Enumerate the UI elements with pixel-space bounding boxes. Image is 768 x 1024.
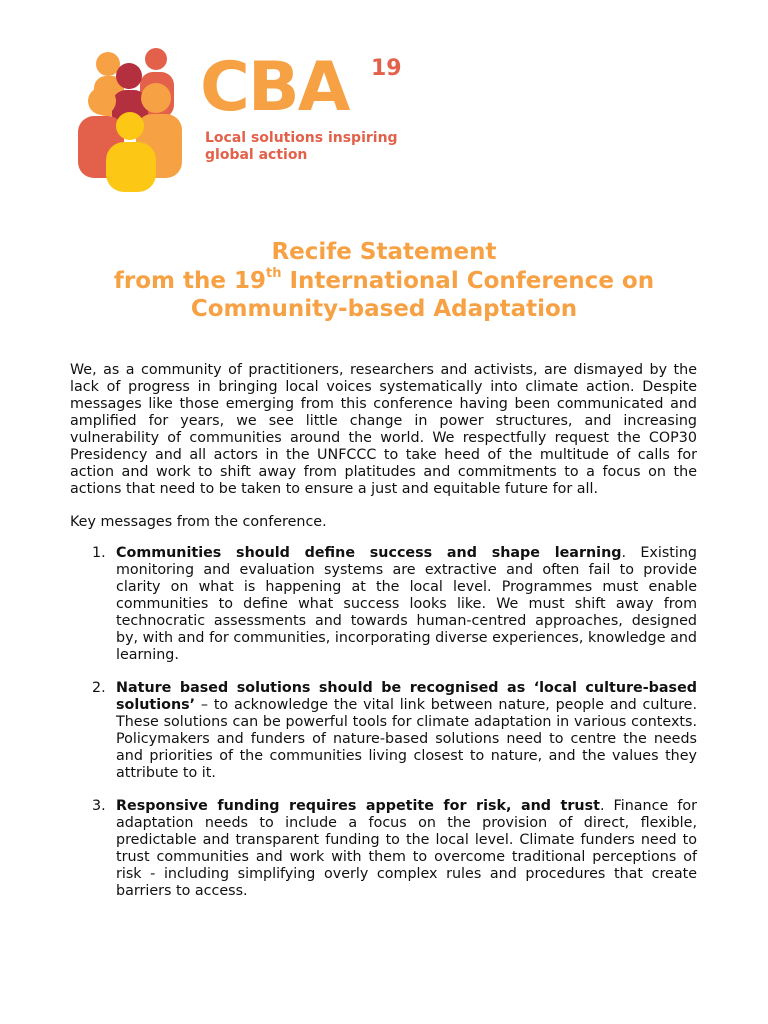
logo-edition-number: 19 [371,56,402,81]
logo-tagline [205,130,398,164]
logo-tagline-line1: Local solutions inspiring [205,130,398,146]
list-item-heading: Communities should define success and shape learning [116,545,622,561]
cba19-logo [74,46,404,196]
list-item-text: – to acknowledge the vital link between nature, people and culture. These solutions can be powerful tools for climate adaptation in various contexts. Policymakers and funders of nature-based solutions need to centre the needs and priorities of the communities living closest to nature, and the values they attribute to it. [116,697,697,781]
list-item-number: 1. [92,545,106,561]
list-item-heading: Responsive funding requires appetite for risk, and trust [116,798,600,814]
list-item-text: . Finance for adaptation needs to include a focus on the provision of direct, flexible, predictable and transparent funding to the local level. Climate funders need to trust communities and work with them to overcome traditional perceptions of risk - including simplifying overly complex rules and procedures that create barriers to access. [116,798,697,899]
list-item [70,545,697,664]
document-title [0,238,768,324]
key-messages-label: Key messages from the conference. [70,514,327,530]
list-item-number: 2. [92,680,106,696]
title-line2-pre: from the 19 [113,267,266,294]
list-item-number: 3. [92,798,106,814]
title-line2-sup: th [265,265,282,281]
key-messages-list [70,545,697,900]
list-item [70,680,697,782]
list-item-text: . Existing monitoring and evaluation systems are extractive and often fail to provide clarity on what is happening at the local level. Programmes must enable communities to define what success looks like. We must shift away from technocratic assessments and towards human-centred approaches, designed by, with and for communities, incorporating diverse experiences, knowledge and learning. [116,545,697,663]
list-item-heading: Nature based solutions should be recognised as ‘local culture-based solutions’ [116,680,697,713]
title-line2-post: International Conference on [281,267,655,294]
title-line3: Community-based Adaptation [190,296,578,322]
logo-wordmark: CBA [200,48,349,127]
document-body [70,362,697,916]
list-item [70,798,697,900]
intro-paragraph: We, as a community of practitioners, researchers and activists, are dismayed by the lack of progress in bringing local voices systematically into climate action. Despite messages like those emerging from this conference having been communicated and amplified for years, we see little change in power structures, and increasing vulnerability of communities around the world. We respectfully request the COP30 Presidency and all actors in the UNFCCC to take heed of the multitude of calls for action and work to shift away from platitudes and commitments to a focus on the actions that need to be taken to ensure a just and equitable future for all. [70,362,697,497]
title-line1: Recife Statement [271,239,497,265]
people-group-icon [74,46,189,194]
logo-tagline-line2: global action [205,147,308,163]
